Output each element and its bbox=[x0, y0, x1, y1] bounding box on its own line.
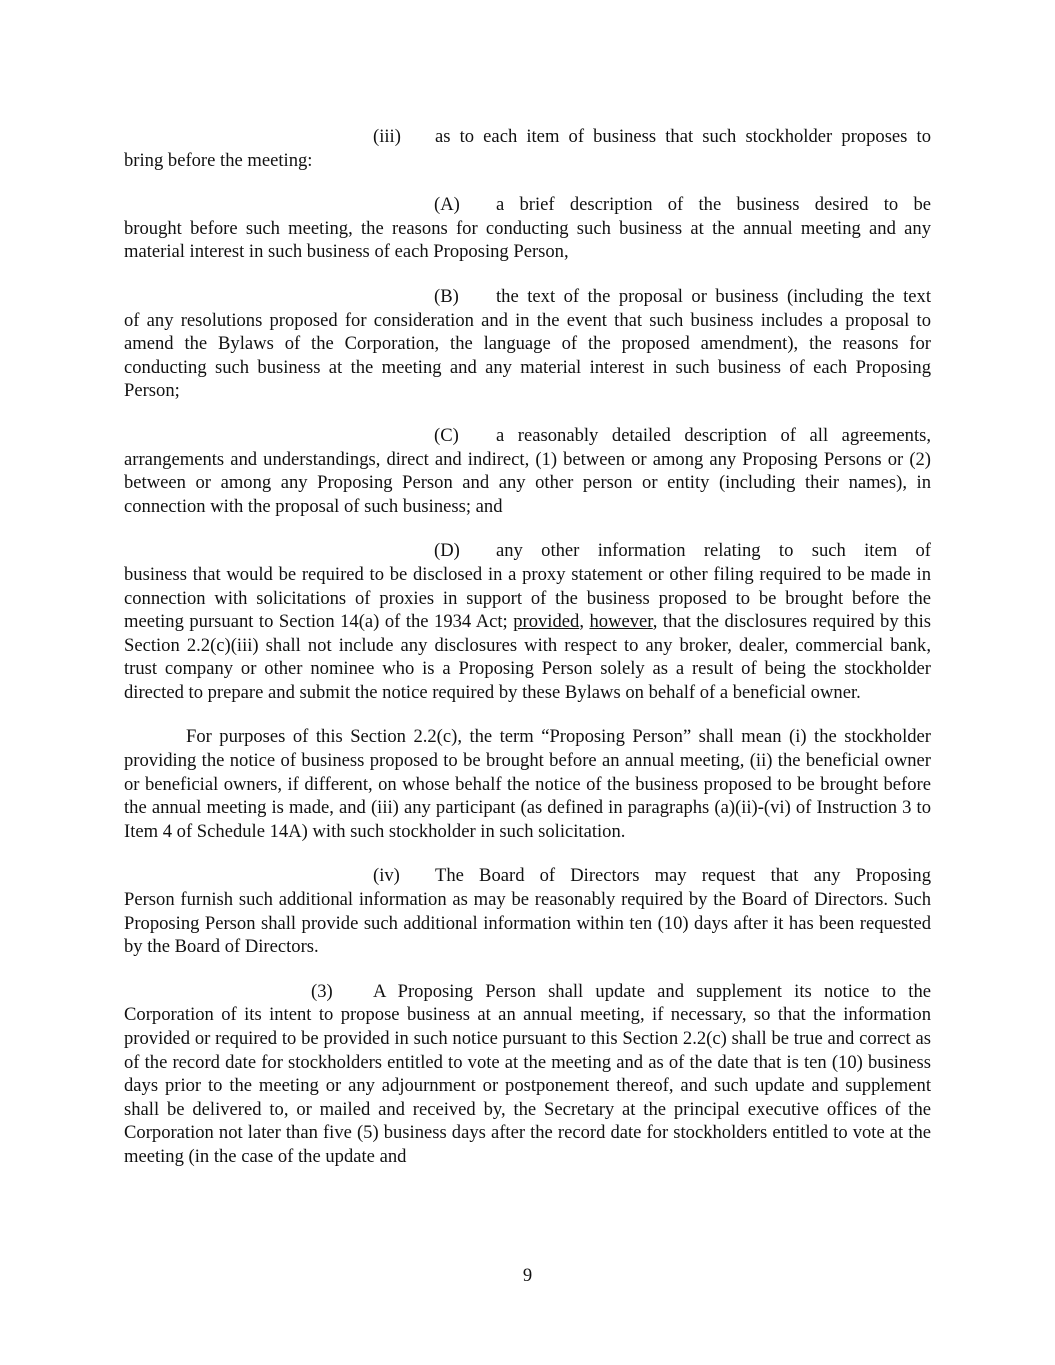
label-D: (D) bbox=[434, 540, 460, 562]
paragraph-D bbox=[124, 539, 931, 704]
paragraph-3 bbox=[124, 980, 931, 1169]
paragraph-iv-text: Person furnish such additional information as may be reasonably required by the Board of Directors. Such Proposing Person shall provide such additional information within ten (10) days after it has been requested by the Board of Directors. bbox=[124, 889, 931, 958]
paragraph-iii-text: bring before the meeting: bbox=[124, 149, 313, 171]
proposing-person-definition: For purposes of this Section 2.2(c), the term “Proposing Person” shall mean (i) the stockholder providing the notice of business proposed to be brought before an annual meeting, (ii) the beneficial owner or beneficial owners, if different, on whose behalf the notice of the business proposed to be brought before the annual meeting is made, and (iii) any participant (as defined in paragraphs (a)(ii)-(vi) of Instruction 3 to Item 4 of Schedule 14A) with such stockholder in such solicitation. bbox=[124, 726, 931, 842]
paragraph-D-first-line: any other information relating to such item of bbox=[496, 540, 931, 562]
label-A: (A) bbox=[434, 194, 460, 216]
provided-term: provided bbox=[513, 611, 580, 633]
paragraph-B-text: of any resolutions proposed for consideration and in the event that such business includes a proposal to amend the Bylaws of the Corporation, the language of the proposed amendment), the reasons for conducting such business at the meeting and any material interest in such business of each Proposing Person; bbox=[124, 309, 931, 402]
provided-comma: , bbox=[579, 611, 584, 633]
label-B: (B) bbox=[434, 285, 459, 307]
paragraph-A-first-line: a brief description of the business desired to be bbox=[496, 194, 931, 216]
label-iii: (iii) bbox=[373, 126, 401, 147]
paragraph-B-first-line: the text of the proposal or business (including the text bbox=[496, 285, 931, 307]
paragraph-iii-first-line: as to each item of business that such stockholder proposes to bbox=[435, 126, 931, 147]
paragraph-D-text-b: , that the disclosures required by this Section 2.2(c)(iii) shall not include any disclosures with respect to any broker, dealer, commercial bank, trust company or other nominee who is a Proposing Person solely as a result of being the stockholder directed to prepare and submit the notice required by these Bylaws on behalf of a beneficial owner. bbox=[124, 611, 931, 703]
however-term: however bbox=[589, 611, 653, 633]
paragraph-D-text bbox=[124, 563, 931, 705]
label-iv: (iv) bbox=[373, 865, 400, 887]
paragraph-C bbox=[124, 424, 931, 518]
label-C: (C) bbox=[434, 424, 459, 446]
paragraph-A-text: brought before such meeting, the reasons for conducting such business at the annual meeting and any material interest in such business of each Proposing Person, bbox=[124, 217, 931, 263]
paragraph-iv-first-line: The Board of Directors may request that any Proposing bbox=[435, 865, 931, 887]
page-number: 9 bbox=[522, 1265, 533, 1286]
paragraph-B bbox=[124, 285, 931, 403]
paragraph-A bbox=[124, 193, 931, 264]
paragraph-iii bbox=[124, 125, 931, 172]
document-page bbox=[124, 125, 931, 1190]
paragraph-iv bbox=[124, 864, 931, 958]
paragraph-C-first-line: a reasonably detailed description of all agreements, bbox=[496, 424, 931, 446]
paragraph-3-first-line: A Proposing Person shall update and supplement its notice to the bbox=[373, 980, 931, 1002]
label-3: (3) bbox=[311, 980, 333, 1002]
paragraph-C-text: arrangements and understandings, direct and indirect, (1) between or among any Proposing Persons or (2) between or among any Proposing Person and any other person or entity (including their names), in connection with the proposal of such business; and bbox=[124, 448, 931, 517]
paragraph-3-text: Corporation of its intent to propose business at an annual meeting, if necessary, so that the information provided or required to be provided in such notice pursuant to this Section 2.2(c) shall be true and correct as of the record date for stockholders entitled to vote at the meeting and as of the date that is ten (10) business days prior to the meeting or any adjournment or postponement thereof, and such update and supplement shall be delivered to, or mailed and received by, the Secretary at the principal executive offices of the Corporation not later than five (5) business days after the record date for stockholders entitled to vote at the meeting (in the case of the update and bbox=[124, 1004, 931, 1167]
paragraph-D-text-a: business that would be required to be disclosed in a proxy statement or other filing required to be made in connection with solicitations of proxies in support of the business proposed to be brought before the meeting pursuant to Section 14(a) of the 1934 Act; bbox=[124, 563, 931, 633]
